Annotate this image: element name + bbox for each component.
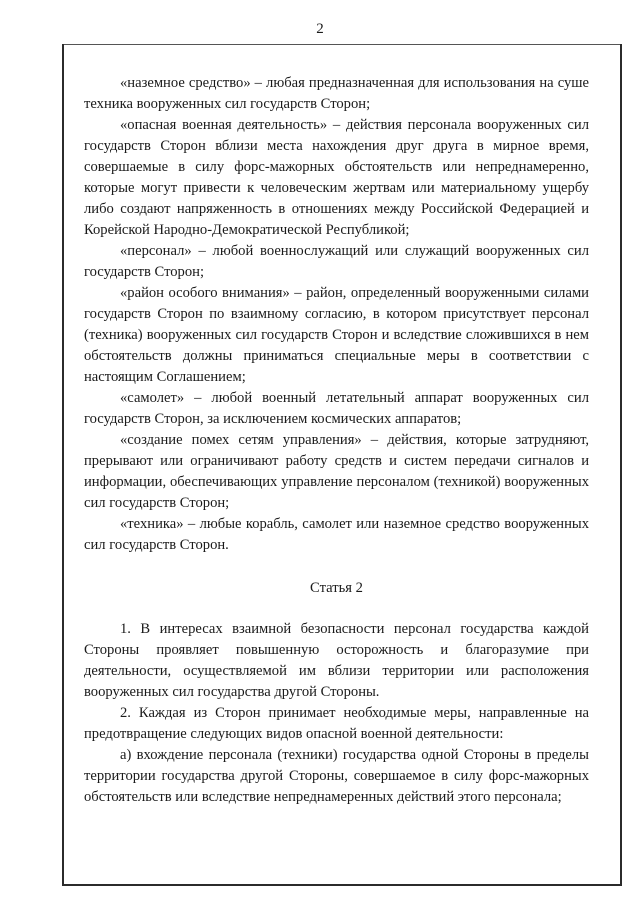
article-paragraph: а) вхождение персонала (техники) государства одной Стороны в пределы территории государства другой Стороны, совершаемое в силу форс-мажорных обстоятельств или вследствие непреднамеренных действий этого персонала; (84, 747, 589, 805)
document-body (84, 73, 589, 808)
article-heading: Статья 2 (310, 580, 363, 596)
definition-dangerous-military-activity: «опасная военная деятельность» – действия персонала вооруженных сил государств Сторон вблизи места нахождения друг друга в мирное время, совершаемые в силу форс-мажорных обстоятельств или непреднамеренно, которые могут привести к человеческим жертвам или материальному ущербу либо создают напряженность в отношениях между Российской Федерацией и Корейской Народно-Демократической Республикой; (84, 117, 589, 238)
definition-personnel: «персонал» – любой военнослужащий или служащий вооруженных сил государств Сторон; (84, 243, 589, 280)
definition-aircraft: «самолет» – любой военный летательный аппарат вооруженных сил государств Сторон, за исключением космических аппаратов; (84, 390, 589, 427)
article-paragraph: 1. В интересах взаимной безопасности персонал государства каждой Стороны проявляет повышенную осторожность и благоразумие при деятельности, осуществляемой им вблизи территории или расположения вооруженных сил государства другой Стороны. (84, 621, 589, 700)
definition-ground-vehicle: «наземное средство» – любая предназначенная для использования на суше техника вооруженных сил государств Сторон; (84, 75, 589, 112)
definition-special-attention-area: «район особого внимания» – район, определенный вооруженными силами государств Сторон по взаимному согласию, в котором присутствует персонал (техника) вооруженных сил государств Сторон и вследствие сложившихся в нем обстоятельств должны приниматься специальные меры в соответствии с настоящим Соглашением; (84, 285, 589, 385)
definition-control-network-interference: «создание помех сетям управления» – действия, которые затрудняют, прерывают или ограничивают работу средств и систем передачи сигналов и информации, обеспечивающих управление персоналом (техникой) вооруженных сил государств Сторон; (84, 432, 589, 511)
page-number: 2 (316, 21, 324, 37)
definition-equipment: «техника» – любые корабль, самолет или наземное средство вооруженных сил государств Сторон. (84, 516, 589, 553)
article-paragraph: 2. Каждая из Сторон принимает необходимые меры, направленные на предотвращение следующих видов опасной военной деятельности: (84, 705, 589, 742)
